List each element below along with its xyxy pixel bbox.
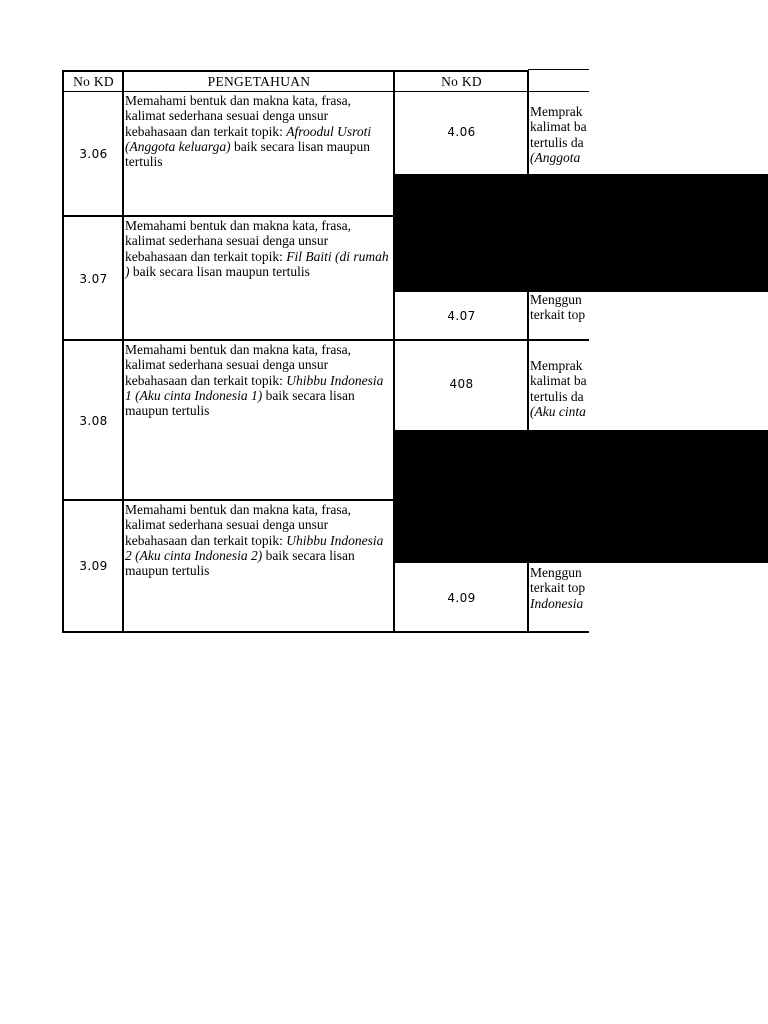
row-divider [63, 339, 589, 341]
kd-description: Memahami bentuk dan makna kata, frasa, kalimat sederhana sesuai denga unsur kebahasaan dan terkait topik: Fil Baiti (di rumah ) baik secara lisan maupun tertulis [125, 218, 389, 279]
kd-description: Memahami bentuk dan makna kata, frasa, kalimat sederhana sesuai denga unsur kebahasaan dan terkait topik: Afroodul Usroti (Anggota keluarga) baik secara lisan maupun tertulis [125, 93, 372, 170]
header-pengetahuan: PENGETAHUAN [207, 73, 311, 89]
skill-kd-number: 4.09 [447, 591, 476, 605]
row-divider [63, 215, 395, 217]
kd-number: 3.09 [79, 559, 108, 573]
skill-description: Memprak kalimat ba tertulis da (Anggota [530, 104, 587, 165]
kd-description: Memahami bentuk dan makna kata, frasa, kalimat sederhana sesuai denga unsur kebahasaan dan terkait topik: Uhibbu Indonesia 2 (Aku cinta Indonesia 2) baik secara lisan maupun tertulis [125, 502, 384, 579]
table-border-top-right [528, 69, 589, 70]
skill-description: Menggun terkait top Indonesia [530, 565, 586, 611]
kd-description: Memahami bentuk dan makna kata, frasa, kalimat sederhana sesuai denga unsur kebahasaan dan terkait topik: Uhibbu Indonesia 1 (Aku cinta Indonesia 1) baik secara lisan maupun tertulis [125, 342, 384, 419]
skill-kd-number: 4.06 [447, 125, 476, 139]
skill-kd-number: 408 [449, 377, 474, 391]
table-border-left [62, 70, 64, 633]
redaction-block [394, 174, 768, 292]
header-no-kd-2: No KD [441, 73, 482, 89]
column-divider [122, 70, 124, 633]
table-border-bottom [63, 631, 589, 633]
redaction-block [394, 430, 768, 563]
skill-description: Menggun terkait top [530, 292, 586, 323]
kd-number: 3.08 [79, 413, 108, 428]
skill-description: Memprak kalimat ba tertulis da (Aku cinta [530, 358, 587, 419]
table-border-top [63, 70, 528, 72]
header-no-kd: No KD [73, 73, 114, 89]
kd-number: 3.07 [79, 271, 108, 286]
row-divider [63, 499, 395, 501]
header-divider [63, 91, 589, 92]
skill-kd-number: 4.07 [447, 309, 476, 323]
kd-number: 3.06 [79, 147, 108, 161]
